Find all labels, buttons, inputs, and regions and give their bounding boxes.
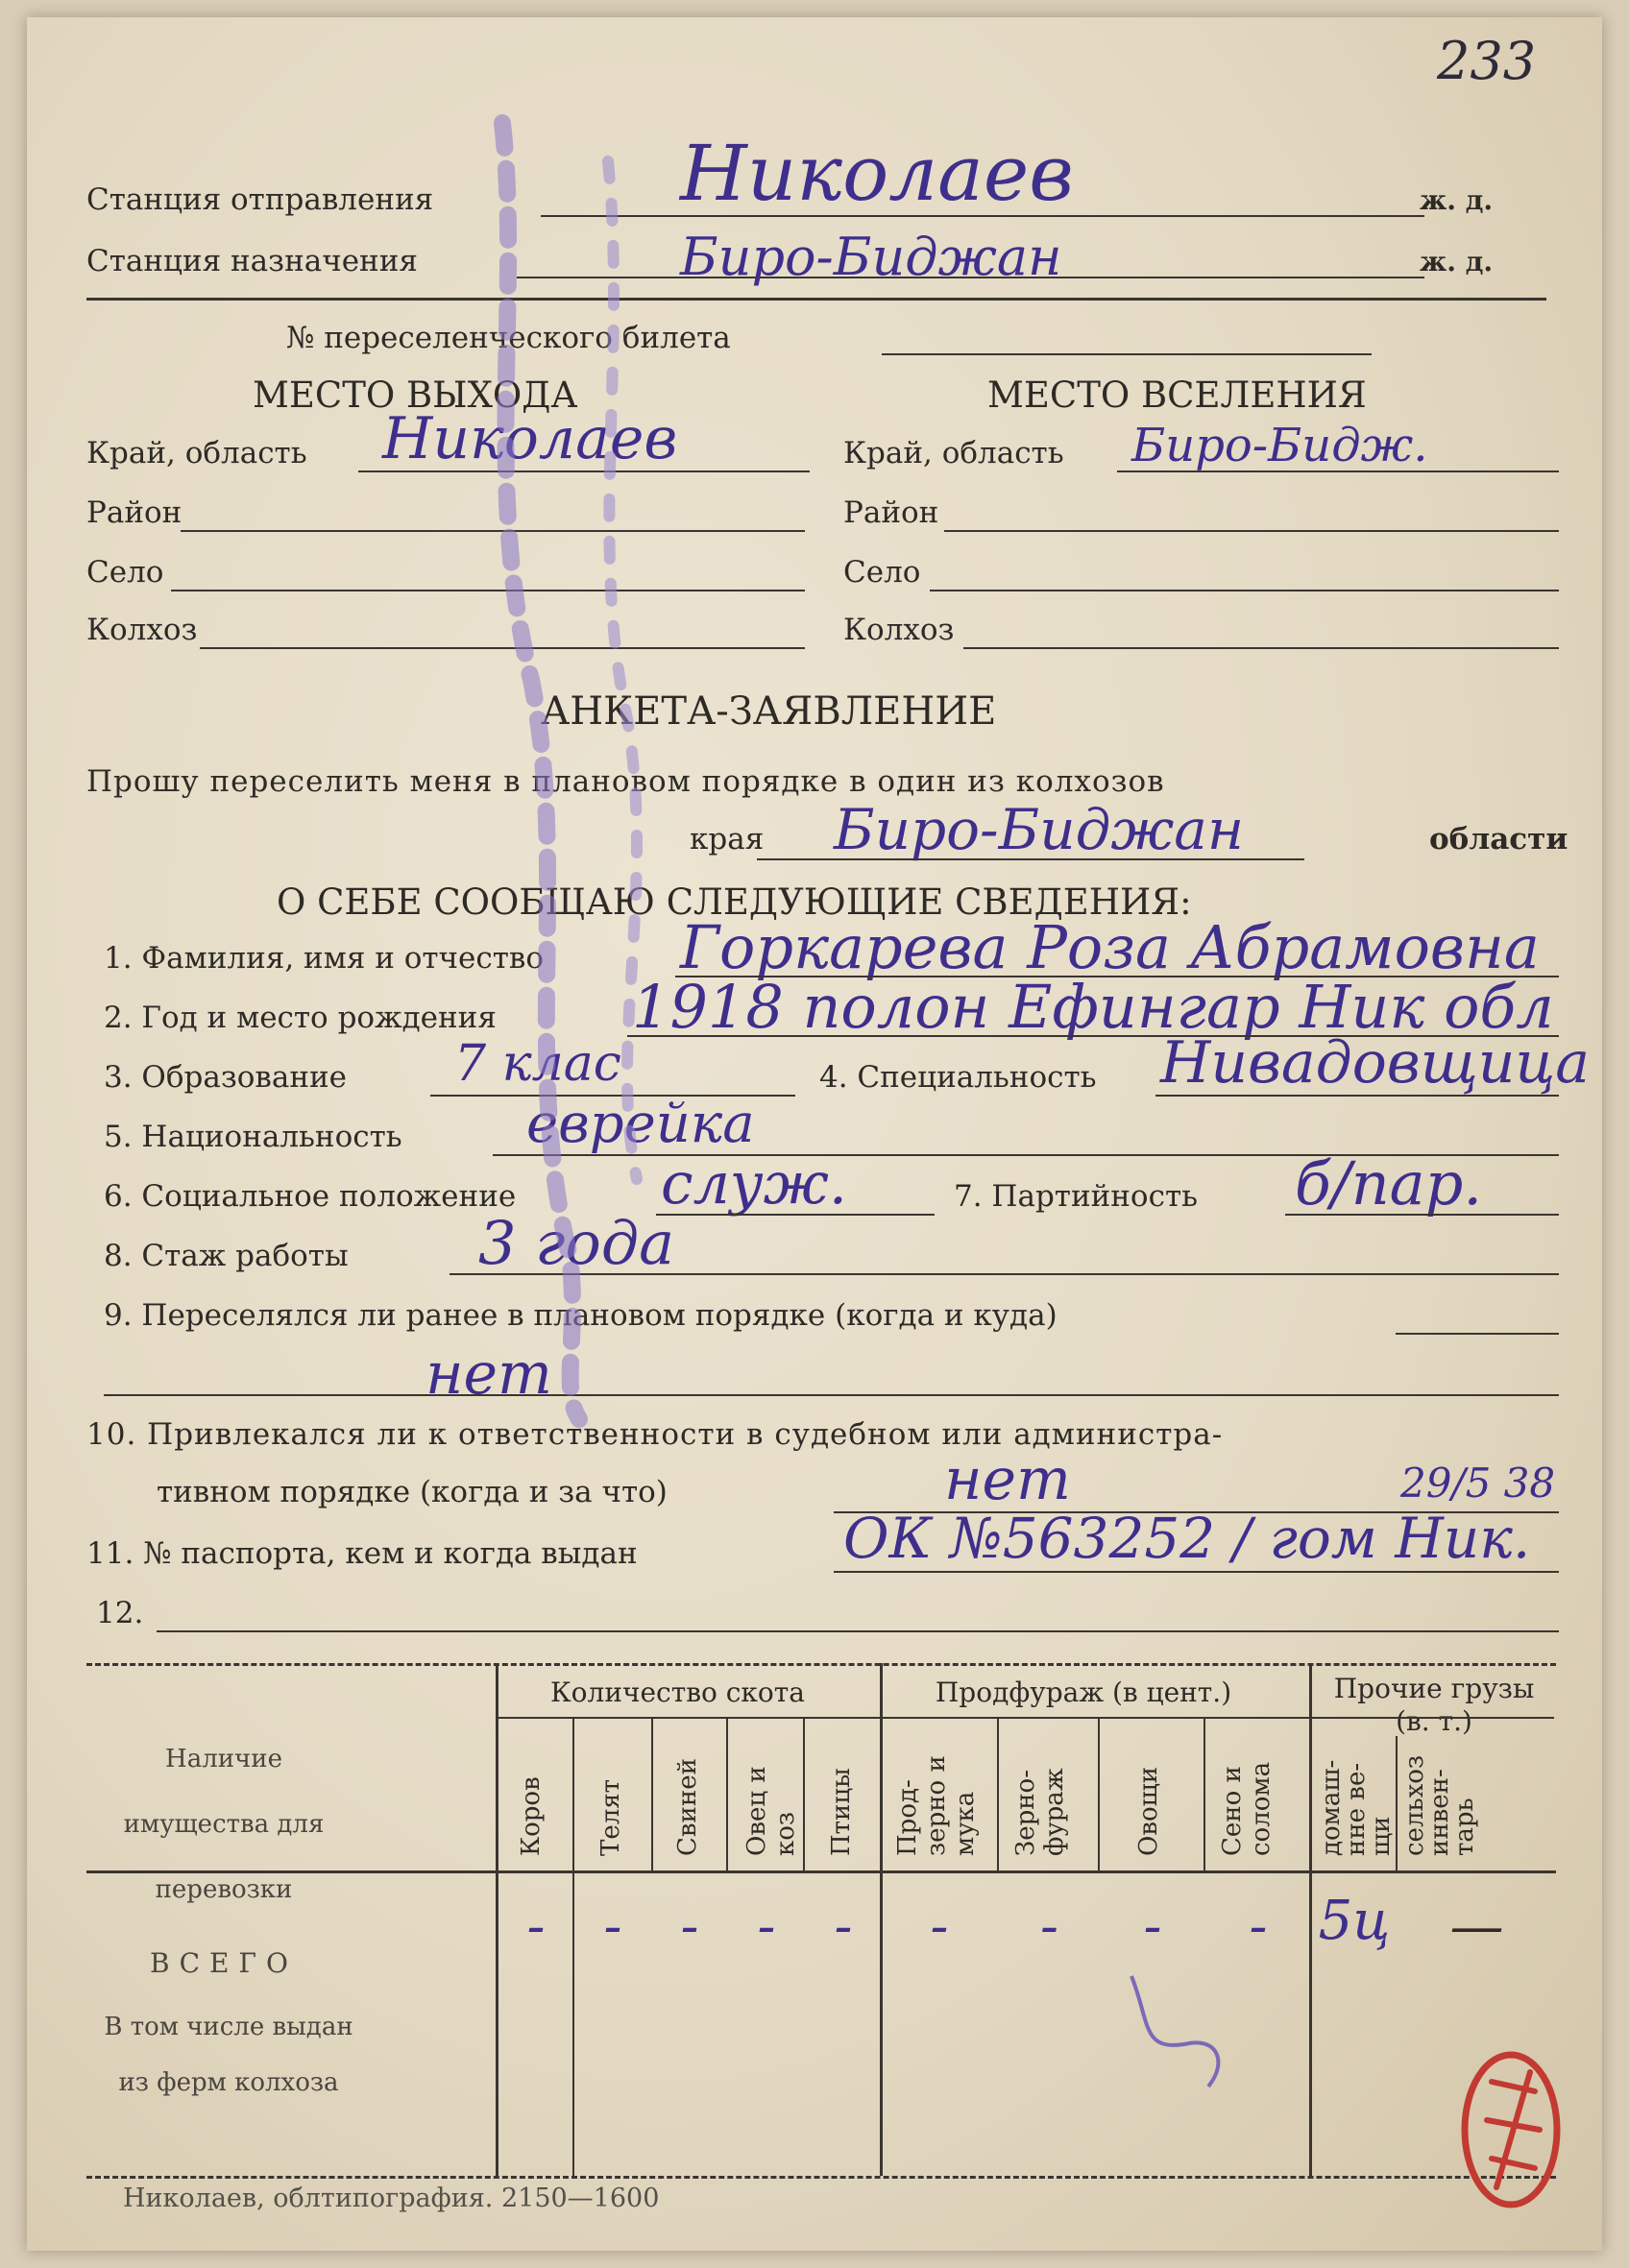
total-household: 5ц (1318, 1890, 1391, 1952)
total-cows: - (526, 1895, 546, 1958)
field-2-value: 1918 полон Ефингар Ник обл (632, 972, 1554, 1042)
table-top-border (86, 1663, 1556, 1666)
col-header-calves: Телят (596, 1778, 625, 1856)
origin-kolkhoz-label: Колхоз (86, 613, 198, 647)
table-divider-3 (726, 1717, 728, 1870)
field-7-label: 7. Партийность (954, 1179, 1198, 1214)
table-group-livestock: Количество скота (550, 1677, 805, 1708)
subtotal-label: В том числе выдан из ферм колхоза (104, 2013, 353, 2097)
departure-suffix: ж. д. (1420, 184, 1494, 216)
request-line: Прошу переселить меня в плановом порядке в один из колхозов (86, 764, 1165, 799)
request-oblast-label: области (1429, 822, 1568, 857)
total-pigs: - (680, 1895, 699, 1958)
printer-footer: Николаев, облтипография. 2150—1600 (123, 2184, 660, 2213)
field-3-label: 3. Образование (104, 1060, 348, 1095)
field-2-label: 2. Год и место рождения (104, 1001, 497, 1035)
field-11-line (834, 1571, 1559, 1573)
origin-district-label: Район (86, 495, 182, 530)
total-farm-tools: — (1449, 1895, 1504, 1958)
table-group-fodder: Продфураж (в цент.) (935, 1677, 1232, 1708)
dest-village-label: Село (843, 555, 921, 590)
form-title: АНКЕТА-ЗАЯВЛЕНИЕ (541, 689, 997, 734)
field-8-value: 3 года (478, 1208, 675, 1278)
dest-kolkhoz-line (963, 647, 1559, 649)
faded-stamp (464, 104, 685, 1429)
table-bottom-border (86, 2176, 1556, 2179)
table-divider-7 (1098, 1717, 1100, 1870)
total-grain-flour: - (930, 1895, 949, 1958)
col-header-household: домаш-нне ве-щи (1317, 1759, 1396, 1856)
request-kray-label: края (690, 822, 765, 857)
field-7-value: б/пар. (1295, 1148, 1483, 1218)
dest-kolkhoz-label: Колхоз (843, 613, 955, 647)
dest-district-line (944, 530, 1559, 532)
field-12-label: 12. (96, 1596, 144, 1630)
col-header-vegetables: Овощи (1134, 1766, 1163, 1856)
field-4-line (1155, 1095, 1559, 1097)
ticket-label: № переселенческого билета (286, 321, 731, 355)
table-divider-8 (1204, 1717, 1205, 1870)
destination-value: Биро-Биджан (680, 227, 1062, 287)
dest-village-line (930, 590, 1559, 591)
field-11-date: 29/5 38 (1400, 1460, 1556, 1507)
origin-region-value: Николаев (382, 405, 678, 472)
field-4-value: Нивадовщица (1160, 1029, 1591, 1097)
field-10-value: нет (944, 1446, 1071, 1513)
table-group-other: Прочие грузы (в. т.) (1333, 1673, 1535, 1737)
dest-region-line (1117, 470, 1559, 472)
table-divider-6 (997, 1717, 999, 1870)
total-vegetables: - (1143, 1895, 1162, 1958)
col-header-cows: Коров (517, 1776, 546, 1856)
total-calves: - (603, 1895, 622, 1958)
section-heading: О СЕБЕ СООБЩАЮ СЛЕДУЮЩИЕ СВЕДЕНИЯ: (277, 881, 1192, 923)
departure-label: Станция отправления (86, 182, 434, 217)
col-header-grain-flour: Прод-зерно и мука (893, 1755, 980, 1856)
page-number: 233 (1437, 31, 1537, 91)
col-header-farm-tools: сельхоз инвен-тарь (1400, 1754, 1479, 1856)
col-header-pigs: Свиней (673, 1758, 702, 1856)
header-divider (86, 298, 1546, 301)
field-9-value: нет (425, 1340, 552, 1408)
document-sheet (27, 17, 1602, 2251)
total-sheep: - (757, 1895, 776, 1958)
field-3-value: 7 клас (454, 1035, 621, 1093)
total-hay-straw: - (1249, 1895, 1268, 1958)
col-header-poultry: Птицы (827, 1768, 856, 1856)
request-kray-line (757, 858, 1304, 860)
field-7-line (1285, 1214, 1559, 1216)
total-feed-grain: - (1040, 1895, 1058, 1958)
departure-value: Николаев (680, 129, 1074, 218)
table-group-underline (498, 1717, 1554, 1719)
field-8-label: 8. Стаж работы (104, 1239, 349, 1273)
field-11-value: ОК №563252 / гом Ник. (843, 1506, 1531, 1571)
request-kray-value: Биро-Биджан (834, 797, 1245, 862)
field-5-value: еврейка (526, 1093, 755, 1155)
field-6-label: 6. Социальное положение (104, 1179, 517, 1214)
total-label: ВСЕГО (150, 1947, 298, 1979)
origin-region-label: Край, область (86, 436, 307, 470)
destination-heading: МЕСТО ВСЕЛЕНИЯ (987, 374, 1367, 416)
table-divider-2 (651, 1717, 653, 1870)
origin-heading: МЕСТО ВЫХОДА (253, 374, 578, 416)
field-1-value: Горкарева Роза Абрамовна (680, 912, 1540, 982)
field-6-value: служ. (661, 1150, 847, 1218)
field-4-label: 4. Специальность (819, 1060, 1097, 1095)
destination-label: Станция назначения (86, 244, 418, 278)
field-9-line-b (104, 1394, 1559, 1396)
field-11-label: 11. № паспорта, кем и когда выдан (86, 1536, 638, 1571)
ticket-line (882, 353, 1372, 355)
dest-region-value: Биро-Бидж. (1131, 419, 1428, 472)
table-divider-4 (803, 1717, 805, 1870)
red-pencil-mark (1439, 2034, 1583, 2226)
col-header-feed-grain: Зерно-фураж (1011, 1768, 1069, 1856)
origin-village-label: Село (86, 555, 164, 590)
field-1-label: 1. Фамилия, имя и отчество (104, 941, 545, 976)
field-10-label-2: тивном порядке (когда и за что) (157, 1475, 668, 1509)
destination-suffix: ж. д. (1420, 246, 1494, 277)
field-5-label: 5. Национальность (104, 1120, 402, 1154)
dest-region-label: Край, область (843, 436, 1064, 470)
field-9-label: 9. Переселялся ли ранее в плановом порядке (когда и куда) (104, 1298, 1058, 1333)
dest-district-label: Район (843, 495, 939, 530)
col-header-sheep: Овец и коз (742, 1766, 800, 1856)
table-divider-10 (1396, 1736, 1398, 1870)
field-6-line (656, 1214, 935, 1216)
field-12-line (157, 1630, 1559, 1632)
field-10-label: 10. Привлекался ли к ответственности в судебном или администра- (86, 1417, 1224, 1452)
table-row-header: Наличие имущества для перевозки (123, 1745, 325, 1904)
col-header-hay-straw: Сено и солома (1218, 1761, 1276, 1856)
pencil-squiggle (1122, 1966, 1237, 2091)
field-9-line-a (1396, 1333, 1559, 1335)
total-poultry: - (834, 1895, 853, 1958)
